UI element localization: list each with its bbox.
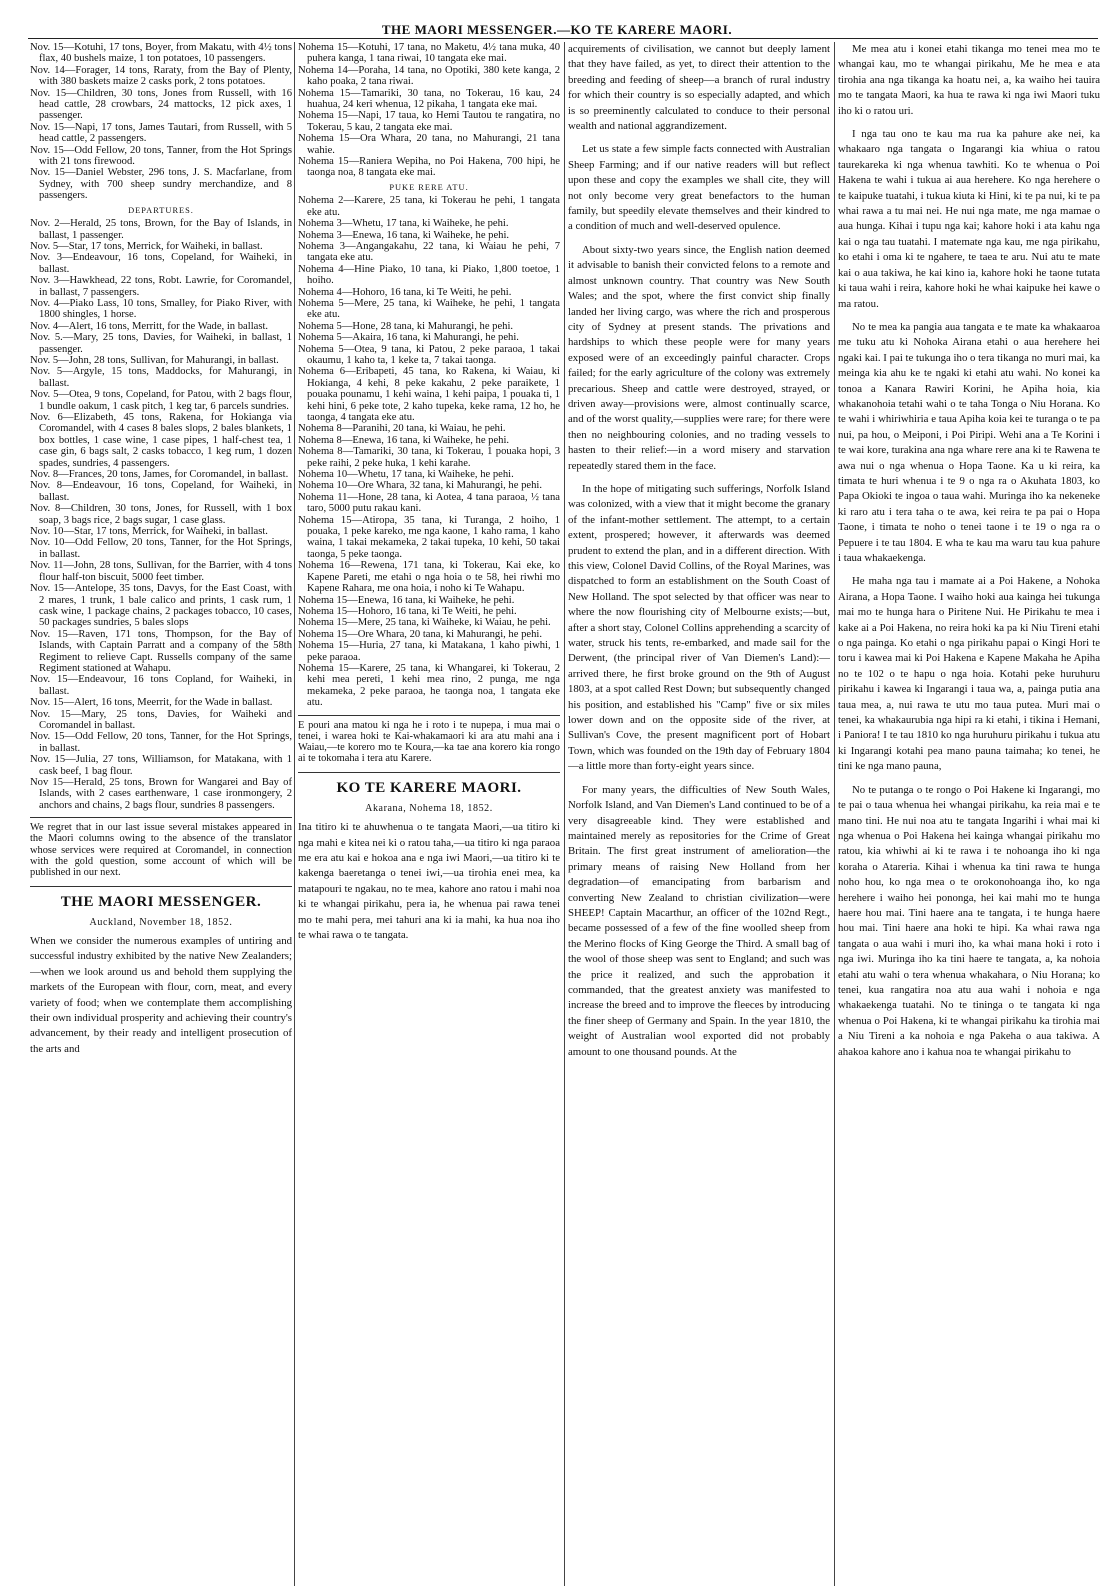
shipping-entry: Nohema 3—Enewa, 16 tana, ki Waiheke, he pehi. (298, 229, 510, 241)
departures-heading: DEPARTURES. (128, 205, 194, 215)
shipping-entry: Nov. 5—Argyle, 15 tons, Maddocks, for Mahurangi, in ballast. (30, 366, 292, 389)
column-divider (564, 42, 565, 1586)
editorial-paragraph: About sixty-two years since, the English nation deemed it advisable to banish their convicted felons to a remote and almost unknown country. That country was New South Wales; and the spot, where the first convict ship finally landed her living cargo, was where the rich and prosperous city of Sydney at present stands. The privations and hardships to which these people were for many years exposed were of an exceedingly painful character. Crops failed; for the early agriculture of the colony was extremely precarious. Sheep and cattle were destroyed, strayed, or driven away—provisions were, almost continually scarce, and of the worst quality,—supplies were rare; for there were then no neighbouring colonies, and no trading vessels to hasten to their relief:—in a word misery and starvation repeatedly stared them in the face. (568, 243, 830, 472)
editorial-paragraph: No te putanga o te rongo o Poi Hakene ki Ingarangi, mo te pai o taua whenua hei whangai pirikahu, ka reia mai e te mano tini. He nui noa atu te tangata Ingarihi i whai mai ki nga whenua o Poi Hakena hei kainga whangai pirikahu mo ratou, kia whiwhi ai ki te rawa i te nohoanga iho ki nga koraha o Atareria. Kihai i whenua ka tini rawa te hunga noho hou, ko nga mea o te orokonohoanga iho, ko nga herehere i waiho hei pononga, hei kai mahi mo te hunga haere hou mai. Tini haere ana te tangata, i te hunga haere hou mai. Tini haere ana hoki te hipi. Ka whai rawa nga tangata o aua wahi i muri iho, ka whai mana hoki i roto i nga iwi. Muringa iho ka tini haere te tangata, a, ka nohoia etahi atu wahi o tera whenua whakahara, o Niu Horana; ko tenei, kua rangatira noa atu aua wahi i nohoia e nga whakaekenga tuatahi. No te tininga o te tangata ki nga whenua o Poi Hakena, ki te whangai pirikahu ka tirohia mai a Niu Tireni a ka nohoia e nga Pakeha o aua takiwa. A ahakoa kahore ano i kahua noa te whangai pirikahu to (838, 783, 1100, 1058)
shipping-entry: Nov. 4—Alert, 16 tons, Merritt, for the Wade, in ballast. (30, 320, 269, 332)
shipping-entry: Nohema 5—Akaira, 16 tana, ki Mahurangi, he pehi. (298, 332, 519, 344)
shipping-entry: Nohema 15—Raniera Wepiha, no Poi Hakena, 700 hipi, he taonga noa, 8 tangata eke mai. (298, 156, 560, 179)
shipping-entry: Nohema 15—Atiropa, 35 tana, ki Turanga, 2 hoiho, 1 pouaka, 1 peke kareko, me nga kaone, 1 kaho rama, 1 kaho waina, 1 takai mekameka, 2 takai tupeka, 10 kehi, 50 takai taonga, 5 peke taonga. (298, 514, 560, 560)
shipping-entry: Nohema 5—Otea, 9 tana, ki Patou, 2 peke paraoa, 1 takai okaumu, 1 kaho ta, 1 keke ta, 7 takai taonga. (298, 343, 560, 366)
shipping-entry: Nov. 10—Odd Fellow, 20 tons, Tanner, for the Hot Springs, in ballast. (30, 537, 292, 560)
shipping-entry: Nov. 15—Odd Fellow, 20 tons, Tanner, for the Hot Springs, in ballast. (30, 731, 292, 754)
shipping-entry: Nov. 15—Daniel Webster, 296 tons, J. S. Macfarlane, from Sydney, with 700 sheep sundry merchandize, and 8 passengers. (30, 167, 292, 202)
masthead-rule (28, 38, 1098, 39)
column-english-shipping (30, 42, 292, 1588)
arrivals-list-english (30, 42, 292, 202)
shipping-entry: Nohema 8—Enewa, 16 tana, ki Waiheke, he pehi. (298, 434, 510, 446)
editorial-paragraph: No te mea ka pangia aua tangata e te mate ka whakaaroa me tuku atu ki Nohoka Airana etahi o aua herehere hei ngaki kai. I pai te tukunga iho o tera tikanga no muri mai, ka meinga kia ahu ke te ngaki ki etahi atu wahi. No konei ka tonoa a Kanara Rawiri Korini, he Apiha hoia, kia whakanohoia tetahi wahi o te taha Tonga o Niu Horana. Ko te wahi i whiriwhiria e taua Apiha koia kei te turanga o te pa nui, pa hou, o Meiponi, i Poi Piripi. Wehi ana a Te Korini i te wai kore, turakina ana nga whare rere ana ki te Rawena te awa nui o nga whenua o Hopa Taone. Ka u ki reira, ka timata te huri whenua i te 9 o nga ra o Akuhata 1803, ko Papa Okioki te ingoa o taua wahi. Muringa iho ka nekeneke ki raro atu i tera taha o te awa, kei reira te pa pai o Hopa Taone, i timata te noho o tenei taone i te 19 o nga ra o Pepuere i te tau 1804. E wha te kau ma waru tau kua pahure i taua whakaekenga. (838, 320, 1100, 564)
shipping-entry: Nov. 11—John, 28 tons, Sullivan, for the Barrier, with 4 tons flour half-ton biscuit, 5000 feet timber. (30, 560, 292, 583)
shipping-entry: Nov. 14—Forager, 14 tons, Raraty, from the Bay of Plenty, with 380 baskets maize 2 casks pork, 2 tons potatoes. (30, 64, 292, 88)
shipping-entry: Nov. 3—Hawkhead, 22 tons, Robt. Lawrie, for Coromandel, in ballast, 7 passengers. (30, 275, 292, 298)
arrivals-list-maori (298, 42, 560, 179)
shipping-entry: Nov. 3—Endeavour, 16 tons, Copeland, for Waiheki, in ballast. (30, 252, 292, 275)
shipping-entry: Nov. 8—Children, 30 tons, Jones, for Russell, with 1 box soap, 3 bags rice, 2 bags sugar, 1 case glass. (30, 503, 292, 526)
shipping-entry: Nohema 15—Hohoro, 16 tana, ki Te Weiti, he pehi. (298, 605, 517, 617)
shipping-entry: Nov. 5—Star, 17 tons, Merrick, for Waiheki, in ballast. (30, 240, 263, 252)
shipping-entry: Nohema 15—Karere, 25 tana, ki Whangarei, ki Tokerau, 2 kehi mea pereti, 1 kehi mea rino, 2 punga, me nga mekameka, 2 peke paraoa, he taonga noa, 1 tangata eke atu. (298, 662, 560, 709)
errata-notice-maori: E pouri ana matou ki nga he i roto i te nupepa, i mua mai o tenei, i warea hoki te Kai-whakamaori ki ara atu mahi ana i Waiau,—te korero mo te Koura,—ka tae ana korero kia rongo ai te tokomaha i tera atu Karere. (298, 715, 560, 765)
shipping-entry: Nohema 15—Kotuhi, 17 tana, no Maketu, 4½ tana muka, 40 puhera kanga, 1 tana riwai, 10 tangata eke mai. (298, 42, 560, 65)
departures-list-maori (298, 195, 560, 708)
shipping-entry: Nohema 10—Ore Whara, 32 tana, ki Mahurangi, he pehi. (298, 480, 542, 492)
shipping-entry: Nov. 8—Frances, 20 tons, James, for Coromandel, in ballast. (30, 469, 289, 481)
column-maori-editorial (838, 42, 1100, 1588)
errata-notice-english: We regret that in our last issue several mistakes appeared in the Maori columns owing to the absence of the translator whose services were required at Coromandel, in connection with the gold question, some account of which will be published in our next. (30, 817, 292, 878)
shipping-entry: Nohema 3—Whetu, 17 tana, ki Waiheke, he pehi. (298, 218, 509, 230)
shipping-entry: Nov 15—Herald, 25 tons, Brown for Wangarei and Bay of Islands, with 2 cases earthenware, 1 case ironmongery, 2 anchors and chains, 2 bags flour, sundries 8 passengers. (30, 777, 292, 811)
shipping-entry: Nov. 4—Piako Lass, 10 tons, Smalley, for Piako River, with 1800 shingles, 1 horse. (30, 297, 292, 321)
shipping-entry: Nov. 15—Antelope, 35 tons, Davys, for the East Coast, with 2 mares, 1 trunk, 1 bale calico and prints, 1 cask rum, 1 cask wine, 1 package chains, 2 packages tobacco, 10 cases, 50 packages sundries, 5 bales slops (30, 583, 292, 629)
departures-heading: PUKE RERE ATU. (389, 182, 469, 192)
column-english-editorial (568, 42, 830, 1588)
editorial-paragraph: I nga tau ono te kau ma rua ka pahure ake nei, ka whakaaro nga tangata o Ingarangi kia whiua o ratou taurekareka ki nga whenua tawhiti. Ko te whenua o Poi Hakena te wahi i tukua ai aua herehere. Ko nga herehere o te kaipuke tuatahi, i tukua kiuta ki Hini, ki te pa nui, ki te pa whai rawa a tu mai nei. He nui nga mate, me nga mamae o aua hunga. Kihai i tupu nga kai; kahore hoki i ata kahu nga kai o nga tau tuatahi. I matemate nga kau, me nga pirikahu, ko etahi i oma ki te ngahere, te taea te aru. Nui atu te mate kai o aua takiwa, he kai kino ia, kahore hoki he taone tutata ki taua wahi i reira, kahore hoki he whai kaipuke hei kawe o ma ratou. (838, 128, 1100, 310)
shipping-entry: Nohema 15—Ora Whara, 20 tana, no Mahurangi, 21 tana wahie. (298, 133, 560, 156)
shipping-entry: Nohema 5—Mere, 25 tana, ki Waiheke, he pehi, 1 tangata eke atu. (298, 297, 560, 321)
shipping-entry: Nov. 15—Endeavour, 16 tons Copland, for Waiheki, in ballast. (30, 674, 292, 697)
paper-title-maori: KO TE KARERE MAORI. (298, 772, 560, 794)
shipping-entry: Nohema 5—Hone, 28 tana, ki Mahurangi, he pehi. (298, 320, 514, 332)
shipping-entry: Nohema 8—Tamariki, 30 tana, ki Tokerau, 1 pouaka hopi, 3 peke raihi, 2 peke huka, 1 kehi karahe. (298, 446, 560, 469)
shipping-entry: Nov. 6—Elizabeth, 45 tons, Rakena, for Hokianga via Coromandel, with 4 cases 8 bales slops, 2 bales blankets, 1 box bottles, 1 case wine, 1 case pipes, 1 half-chest tea, 1 case gin, 6 bags salt, 2 casks tobacco, 1 keg rum, 1 dozen spades, sundries, 4 passengers. (30, 412, 292, 469)
shipping-entry: Nohema 15—Napi, 17 taua, ko Hemi Tautou te rangatira, no Tokerau, 5 kau, 2 tangata eke mai. (298, 110, 560, 133)
shipping-entry: Nohema 4—Hine Piako, 10 tana, ki Piako, 1,800 toetoe, 1 hoiho. (298, 263, 560, 287)
shipping-entry: Nohema 4—Hohoro, 16 tana, ki Te Weiti, he pehi. (298, 286, 512, 298)
shipping-entry: Nohema 15—Mere, 25 tana, ki Waiheke, ki Waiau, he pehi. (298, 617, 551, 629)
editorial-paragraph: acquirements of civilisation, we cannot but deeply lament that they have failed, as yet, to direct their attention to the breeding and feeding of sheep—a branch of rural industry for which their country is so especially adapted, and which is so preeminently calculated to conduce to their personal wealth and national aggrandizement. (568, 43, 830, 133)
dateline-english: Auckland, November 18, 1852. (89, 916, 233, 928)
shipping-entry: Nohema 15—Enewa, 16 tana, ki Waiheke, he pehi. (298, 594, 515, 606)
shipping-entry: Nohema 6—Eribapeti, 45 tana, ko Rakena, ki Waiau, ki Hokianga, 4 kehi, 8 peke kakahu, 2 peke paraikete, 1 pouaka pounamu, 1 kehi waina, 1 kehi paipa, 1 pouaka ti, 1 kehi hini, 6 peke tote, 2 kaho tupeka, keke rama, 12 ho, he taonga, 4 tangata eke atu. (298, 366, 560, 423)
editorial-start-english: When we consider the numerous examples of untiring and successful industry exhibited by the native New Zealanders;—when we look around us and behold them supplying the markets of the European with flour, corn, meat, and every variety of food; when we contemplate them accomplishing their own individual prosperity and achieving their country's advancement, by their ready and intelligent prosecution of the arts and (30, 935, 292, 1055)
shipping-entry: Nov. 15—Children, 30 tons, Jones from Russell, with 16 head cattle, 28 crowbars, 24 mattocks, 12 pick axes, 1 passenger. (30, 87, 292, 122)
shipping-entry: Nov. 15—Kotuhi, 17 tons, Boyer, from Makatu, with 4½ tons flax, 40 bushels maize, 1 ton potatoes, 10 passengers. (30, 42, 292, 65)
paper-title-english: THE MAORI MESSENGER. (30, 886, 292, 908)
column-divider (294, 42, 295, 1586)
shipping-entry: Nohema 8—Paranihi, 20 tana, ki Waiau, he pehi. (298, 423, 506, 435)
shipping-entry: Nov. 10—Star, 17 tons, Merrick, for Waiheki, in ballast. (30, 526, 268, 538)
shipping-entry: Nov. 15—Julia, 27 tons, Williamson, for Matakana, with 1 cask beef, 1 bag flour. (30, 754, 292, 777)
column-divider (834, 42, 835, 1586)
masthead: THE MAORI MESSENGER.—KO TE KARERE MAORI. (381, 22, 733, 37)
editorial-paragraph: He maha nga tau i mamate ai a Poi Hakene, a Nohoka Airana, a Hopa Taone. I waiho hoki aua kainga hei tukunga mai mo te hunga hara o Piritene Nui. He Pirikahu te mea i kake ai a Poi Hakena, no reira hoki ka pa ki Niu Tireni etahi o nga painga. Ko etahi o nga pirikahu papai o Kingi Hori te toru i kawea mai ki Poi Hakena e Kapene Makaha he Apiha no te 102 o te hapu o nga hoia. Kotahi peke huruhuru pirikahu i kawea ki Ingarangi i taua wa, a, painga putia ana taua mea, a, nui rawa te utu mo taua putea. Muri mai o tenei, ka whakaurubia nga hipi ra ki etahi, i tikina i Hemani, i Paniora! I te tau 1810 ko nga huruhuru pirikahu i tukua atu ki Ingarangi kotahi pea mano pauna taimaha; ko tenei, he tini ke nga mano pauna, (838, 575, 1100, 773)
shipping-entry: Nov. 15—Raven, 171 tons, Thompson, for the Bay of Islands, with Captain Parratt and a company of the 58th Regiment to relieve Capt. Russells company of the same Regiment stationed at Wahapu. (30, 628, 292, 674)
shipping-entry: Nov. 8—Endeavour, 16 tons, Copeland, for Waiheki, in ballast. (30, 480, 292, 503)
shipping-entry: Nov. 5—Otea, 9 tons, Copeland, for Patou, with 2 bags flour, 1 bundle oakum, 1 cask pitch, 1 keg tar, 6 parcels sundries. (30, 389, 292, 412)
editorial-start-maori: Ina titiro ki te ahuwhenua o te tangata Maori,—ua titiro ki nga mahi e kitea nei ki o ratou taha,—ua titiro ki nga paraoa me era atu kai e hokoa ana e nga iwi Maori,—ua titiro ki te kakenga baeretanga o tenei iwi,—ua tirohia enei mea, ka matapouri te ngakau, no te mea, kahore ano ratou i mahi noa ki te whangai pirikahu, pera ia, he whenua pai rawa tenei mo te mahi pera, mei tahuri ana ki ia mahi, ka hua noa iho te whai rawa o te tangata. (298, 821, 560, 942)
shipping-entry: Nohema 3—Angangakahu, 22 tana, ki Waiau he pehi, 7 tangata eke atu. (298, 240, 560, 264)
shipping-entry: Nov. 5—John, 28 tons, Sullivan, for Mahurangi, in ballast. (30, 354, 279, 366)
departures-list-english (30, 218, 292, 811)
shipping-entry: Nov. 15—Napi, 17 tons, James Tautari, from Russell, with 5 head cattle, 2 passengers. (30, 121, 292, 145)
shipping-entry: Nohema 15—Huria, 27 tana, ki Matakana, 1 kaho piwhi, 1 peke paraoa. (298, 640, 560, 663)
editorial-paragraph: Me mea atu i konei etahi tikanga mo tenei mea mo te whangai kau, mo te whangai pirikahu, Me he mea e ata tirohia ana nga tikanga ka hoatu nei, a, ka waiho hei tauira mo te tangata Maori, ka hua te rawa ki nga iwi Maori tuku iho ki o ratou uri. (838, 43, 1100, 117)
shipping-entry: Nohema 14—Poraha, 14 tana, no Opotiki, 380 kete kanga, 2 kaho poaka, 2 tana riwai. (298, 64, 560, 88)
dateline-maori: Akarana, Nohema 18, 1852. (365, 802, 493, 814)
shipping-entry: Nov. 2—Herald, 25 tons, Brown, for the Bay of Islands, in ballast, 1 passenger. (30, 218, 292, 241)
shipping-entry: Nov. 15—Alert, 16 tons, Meerrit, for the Wade in ballast. (30, 697, 273, 709)
shipping-entry: Nov. 15—Odd Fellow, 20 tons, Tanner, from the Hot Springs with 21 tons firewood. (30, 144, 292, 168)
shipping-entry: Nohema 15—Ore Whara, 20 tana, ki Mahurangi, he pehi. (298, 628, 542, 640)
shipping-entry: Nohema 15—Tamariki, 30 tana, no Tokerau, 16 kau, 24 huahua, 24 keri whenua, 12 pikaha, 1 tangata eke mai. (298, 87, 560, 111)
editorial-paragraph: For many years, the difficulties of New South Wales, Norfolk Island, and Van Diemen's Land continued to be of a very disagreeable kind. They were established and maintained merely as repositories for the Crime of Great Britain. The first great instrument of amelioration—the primary means of raising New Holland from her degradation—of emancipating from barbarism and converting New Zealand to christian civilization—were SHEEP! Captain Macarthur, an officer of the 102nd Regt., became possessed of a few of the fine woolled sheep from the Merino flocks of King George the Third. A small bag of the wool of those sheep was sent to England; and such was the price it realized, and such the approbation it commanded, that the greatest anxiety was manifested to increase the breed and to improve the fleeces by introducing the finer sheep of Germany and Spain. In the year 1810, the weight of Australian wool exported did not probably amount to one thousand pounds. At the (568, 783, 830, 1058)
shipping-entry: Nohema 11—Hone, 28 tana, ki Aotea, 4 tana paraoa, ½ tana taro, 5000 putu rakau kani. (298, 491, 560, 515)
shipping-entry: Nohema 10—Whetu, 17 tana, ki Waiheke, he pehi. (298, 469, 514, 481)
shipping-entry: Nov. 5.—Mary, 25 tons, Davies, for Waiheki, in ballast, 1 passenger. (30, 332, 292, 355)
shipping-entry: Nov. 15—Mary, 25 tons, Davies, for Waiheki and Coromandel in ballast. (30, 708, 292, 731)
shipping-entry: Nohema 16—Rewena, 171 tana, ki Tokerau, Kai eke, ko Kapene Pareti, me etahi o nga hoia o te 58, hei riwhi mo Kapene Rahara, me ona hoia, i noho ki Te Wahapu. (298, 560, 560, 595)
editorial-paragraph: Let us state a few simple facts connected with Australian Sheep Farming; and if our native readers will but reflect upon these and copy the examples we shall cite, they will not only become very great benefactors to the human family, but speedily elevate themselves and their kindred to a condition of much and well-deserved opulence. (568, 143, 830, 233)
column-maori-shipping (298, 42, 560, 1588)
shipping-entry: Nohema 2—Karere, 25 tana, ki Tokerau he pehi, 1 tangata eke atu. (298, 195, 560, 218)
editorial-paragraph: In the hope of mitigating such sufferings, Norfolk Island was colonized, with a view that it might become the granary of the infant-mother settlement. The attempt, to a certain extent, prospered; however, it afterwards was deemed prudent to extend the plan, and in a different direction. With this view, Colonel David Collins, of the Royal Marines, was dispatched to form an establishment on the South Coast of New Holland. The spot selected by that officer was near to where the now flourishing city of Melbourne exists;—but, after a short stay, Colonel Collins apprehending a scarcity of water, struck his tents, re-embarked, and made sail for the Derwent, (the principal river of Van Diemen's Land):—arrived there, he first broke ground on the 9th of August 1803, at a spot called Rest Down; but subsequently changed his position, and established his "Camp" five or six miles lower down and on the opposite side of the river, at Sullivan's Cove, the present magnificent port of Hobart Town, which was founded on the 19th day of February 1804—a little more than forty-eight years since. (568, 482, 830, 773)
